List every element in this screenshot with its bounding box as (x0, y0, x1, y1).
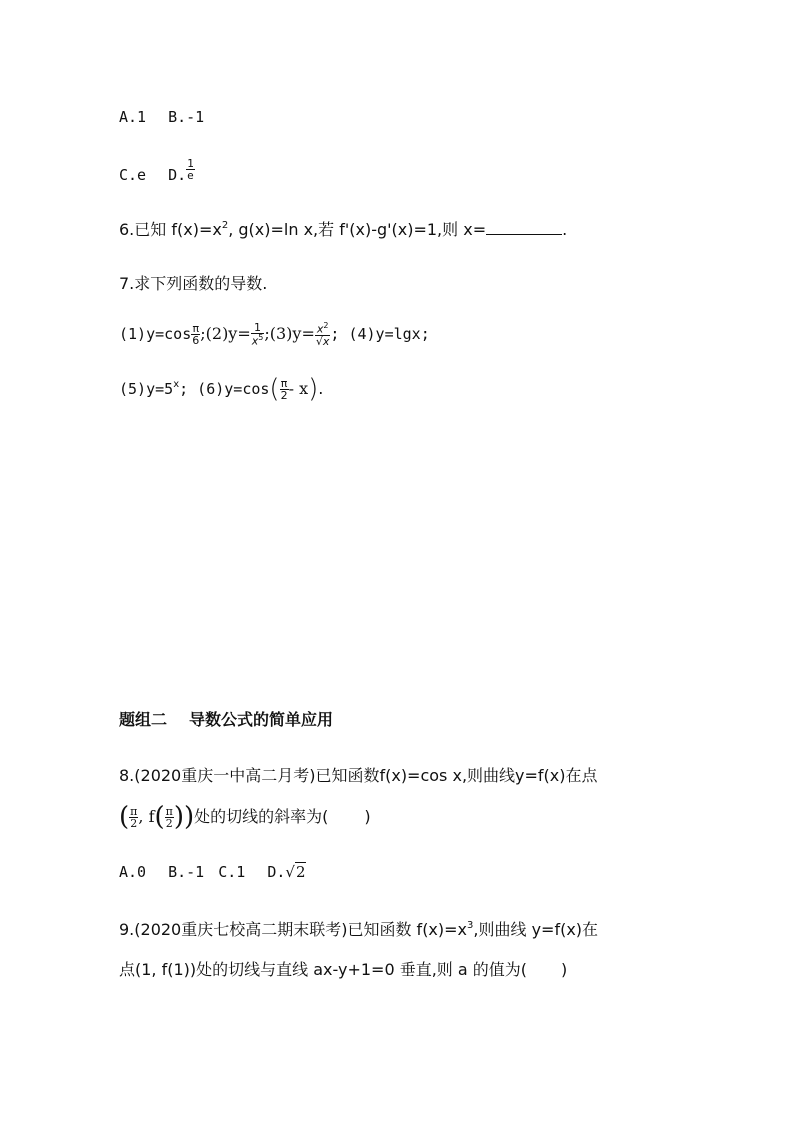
question-9-line-1: 9.(2020重庆七校高二期末联考)已知函数 $f(x)=x^3$,则曲线 y=f(x)在 (119, 920, 599, 939)
fraction-pi-over-2: $\frac{\pi}{2}$ (280, 377, 288, 402)
fraction-pi-over-2: $\frac{\pi}{2}$ (165, 805, 173, 830)
question-8-line-2: ( $\frac{\pi}{2}$ , f( $\frac{\pi}{2}$ ))处的切线的斜率为( ) (119, 802, 371, 832)
section-subtitle: 导数公式的简单应用 (189, 710, 334, 729)
q8-option-b: B.-1 (168, 863, 205, 881)
fraction-pi-over-2: $\frac{\pi}{2}$ (130, 805, 138, 830)
question-7: 7.求下列函数的导数. (119, 274, 268, 293)
question-7-line-1: (1)y=cos $\frac{\pi}{6}$ ;(2)y= $\frac{1}{x^5}$ ;(3)y= $\frac{x^2}{√x}$ ; (4)y=lgx; (119, 321, 430, 348)
q5-option-a: A.1 (119, 108, 147, 126)
section-title: 题组二 (119, 710, 168, 729)
q5-options-row2 (119, 157, 195, 184)
q5-option-b: B.-1 (168, 108, 205, 126)
q5-option-c: C.e (119, 166, 147, 184)
section-heading (119, 712, 333, 728)
fraction-x2-over-sqrtx: $\frac{x^2}{√x}$ (315, 321, 330, 348)
q8-option-a: A.0 (119, 863, 147, 881)
q8-option-d: D.√2 (267, 863, 306, 881)
fraction-1-over-e: $\frac{1}{e}$ (187, 157, 194, 182)
sqrt-2: √2 (285, 863, 306, 881)
fraction-1-over-x5: $\frac{1}{x^5}$ (251, 321, 264, 348)
question-8-line-1: 8.(2020重庆一中高二月考)已知函数f(x)=cos x,则曲线y=f(x)在点 (119, 766, 598, 785)
answer-blank[interactable] (486, 220, 562, 235)
q5-option-d: D. $\frac{1}{e}$ (168, 157, 194, 184)
question-7-line-2: $(5)y=5^x$; (6)y=cos( $\frac{\pi}{2}$ - x). (119, 374, 324, 404)
q8-option-c: C.1 (218, 863, 246, 881)
q8-options (119, 865, 306, 880)
question-6: 6.已知 $f(x)=x^2$, g(x)=ln x,若 f'(x)-g'(x)=1,则 x= . (119, 220, 568, 239)
question-9-line-2: 点(1, f(1))处的切线与直线 ax-y+1=0 垂直,则 a 的值为( ) (119, 960, 568, 979)
fraction-pi-over-6: $\frac{\pi}{6}$ (192, 321, 200, 347)
q5-options-row1 (119, 110, 204, 125)
